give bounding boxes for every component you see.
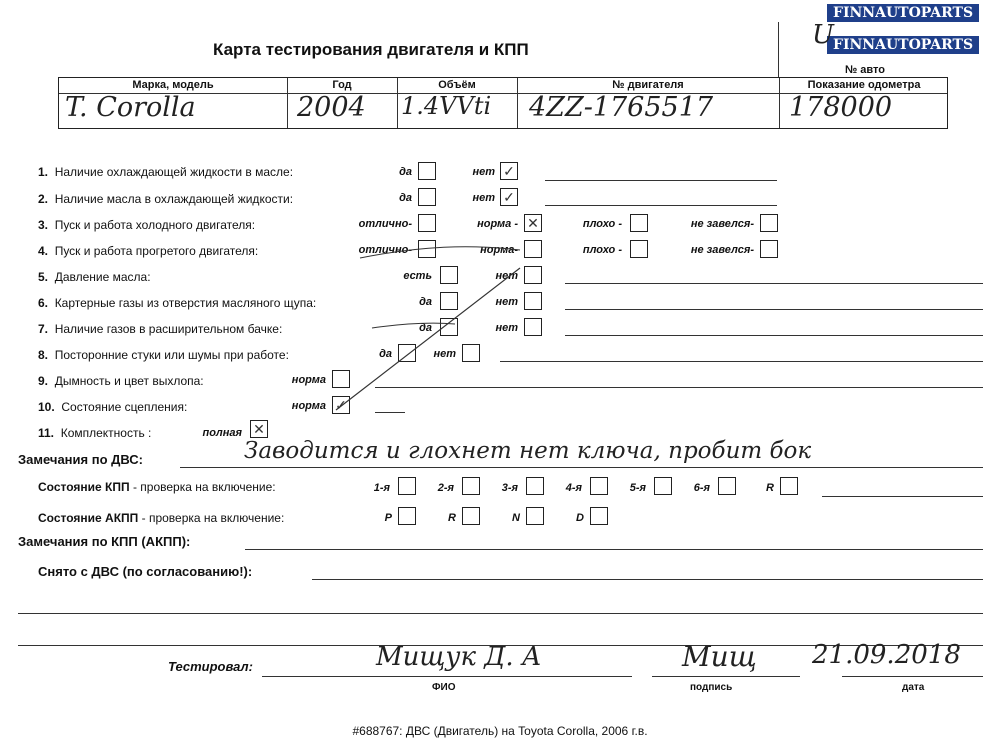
q11-full-checkbox[interactable]: ✕ [250,420,268,438]
question-8: 8. Посторонние стуки или шумы при работе: [38,348,289,362]
akpp-n-label: N [512,512,520,524]
question-10: 10. Состояние сцепления: [38,400,188,414]
q7-yes-label: да [419,322,432,334]
col-odometer: Показание одометра [807,79,921,91]
q6-no-label: нет [495,296,518,308]
avto-handwriting: U [812,20,834,50]
akpp-r-label: R [448,512,456,524]
kpp-gear-6-label: 6-я [693,482,710,494]
signature-label: подпись [690,682,733,693]
tester-name-handwriting: Мищук Д. А [376,642,542,672]
fio-label: ФИО [432,682,456,693]
kpp-gear-2-label: 2-я [437,482,454,494]
q8-no-label: нет [433,348,456,360]
kpp-gear-5-label: 5-я [629,482,646,494]
kpp-remarks-label: Замечания по КПП (АКПП): [18,534,191,549]
col-engine-number: № двигателя [612,79,684,91]
q5-no-label: нет [495,270,518,282]
value-volume: 1.4VVti [401,92,492,120]
q3-not-started-label: не завелся- [690,218,754,230]
removed-label: Снято с ДВС (по согласованию!): [38,564,253,579]
image-caption: #688767: ДВС (Двигатель) на Toyota Corolla, 2006 г.в. [352,724,648,738]
col-year: Год [332,79,352,91]
q3-normal-checkbox[interactable]: ✕ [524,214,542,232]
q2-no-label: нет [472,192,495,204]
question-1: 1. Наличие охлаждающей жидкости в масле: [38,165,294,179]
col-volume: Объём [438,79,476,91]
q3-normal-label: норма - [477,218,518,230]
question-9: 9. Дымность и цвет выхлопа: [38,374,204,388]
q2-no-checkbox[interactable]: ✓ [500,188,518,206]
q4-excellent-label: отлично- [358,244,412,256]
form-title: Карта тестирования двигателя и КПП [213,40,529,59]
q1-no-checkbox[interactable]: ✓ [500,162,518,180]
akpp-label: Состояние АКПП - проверка на включение: [38,511,285,525]
value-odometer: 178000 [789,92,893,123]
q8-yes-label: да [379,348,392,360]
q3-excellent-label: отлично- [358,218,412,230]
col-model: Марка, модель [132,79,214,91]
question-4: 4. Пуск и работа прогретого двигателя: [38,244,259,258]
q4-normal-label: норма- [480,244,518,256]
question-11: 11. Комплектность : [38,426,152,440]
q5-yes-label: есть [403,270,432,282]
q9-normal-label: норма [291,374,326,386]
value-year: 2004 [297,92,366,123]
value-model: T. Corolla [65,92,196,123]
watermark-logo-bottom: FINNAUTOPARTS [826,35,980,55]
date-label: дата [902,682,925,693]
kpp-gear-3-label: 3-я [501,482,518,494]
tested-label: Тестировал: [168,659,253,674]
avto-label: № авто [844,64,885,76]
engine-remarks-handwriting: Заводится и глохнет нет ключа, пробит бок [244,438,812,464]
question-5: 5. Давление масла: [38,270,151,284]
watermark-logo-top: FINNAUTOPARTS [826,3,980,23]
akpp-d-label: D [576,512,584,524]
kpp-gear-r-label: R [766,482,774,494]
question-3: 3. Пуск и работа холодного двигателя: [38,218,256,232]
kpp-gear-1-label: 1-я [373,482,390,494]
q1-no-label: нет [472,166,495,178]
value-engine-number: 4ZZ-1765517 [529,92,714,123]
question-6: 6. Картерные газы из отверстия масляного щупа: [38,296,317,310]
kpp-gear-4-label: 4-я [565,482,582,494]
signature-handwriting: Мищ [682,640,757,673]
date-handwriting: 21.09.2018 [812,640,961,670]
q4-bad-label: плохо - [582,244,622,256]
q4-not-started-label: не завелся- [690,244,754,256]
q7-no-label: нет [495,322,518,334]
q2-yes-label: да [399,192,412,204]
q10-normal-label: норма [291,400,326,412]
akpp-p-label: P [384,512,392,524]
q3-bad-label: плохо - [582,218,622,230]
q1-yes-label: да [399,166,412,178]
kpp-label: Состояние КПП - проверка на включение: [38,480,276,494]
question-2: 2. Наличие масла в охлаждающей жидкости: [38,192,294,206]
q6-yes-label: да [419,296,432,308]
question-7: 7. Наличие газов в расширительном бачке: [38,322,283,336]
q10-normal-checkbox[interactable]: ✓ [332,396,350,414]
engine-remarks-label: Замечания по ДВС: [18,452,143,467]
q11-full-label: полная [202,427,242,439]
